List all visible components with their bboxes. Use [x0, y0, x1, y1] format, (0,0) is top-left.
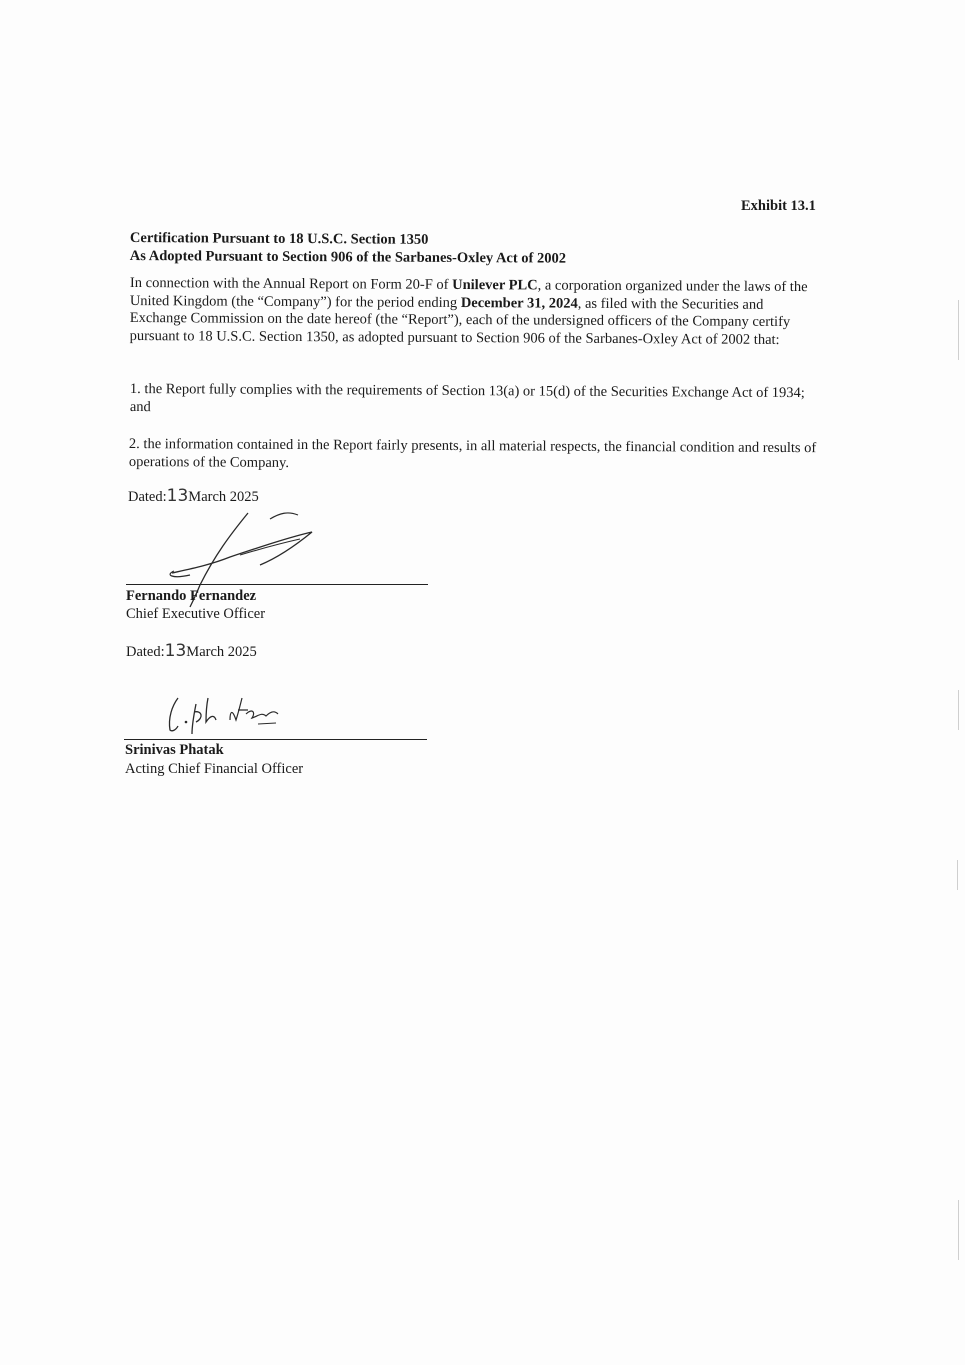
- title-line-2: As Adopted Pursuant to Section 906 of the Sarbanes-Oxley Act of 2002: [129, 247, 567, 267]
- intro-paragraph: [130, 275, 820, 349]
- exhibit-label: Exhibit 13.1: [741, 198, 816, 214]
- dated-label: Dated:: [128, 489, 167, 505]
- signature-line-2: [124, 739, 427, 740]
- signer-name-1: Fernando Fernandez: [126, 588, 257, 604]
- handwritten-day: 13: [164, 641, 187, 661]
- certification-item-1: 1. the Report fully complies with the requirements of Section 13(a) or 15(d) of the Securities Exchange Act of 1934; and: [129, 381, 805, 415]
- dated-month-year: March 2025: [188, 489, 259, 505]
- period-end-date: December 31, 2024: [460, 294, 578, 312]
- signature-line-1: [126, 584, 428, 585]
- company-name: Unilever PLC: [452, 276, 538, 294]
- certification-item-2: 2. the information contained in the Report fairly presents, in all material respects, the financial condition and results of operations of the Company.: [128, 436, 817, 471]
- intro-text-2: , a corporation organized under the laws of the United Kingdom (the “Company”) for the period ending: [129, 277, 808, 311]
- signer-role-2: Acting Chief Financial Officer: [125, 761, 304, 777]
- cfo-signature: [158, 690, 288, 740]
- handwritten-day: 13: [166, 486, 189, 506]
- intro-text-1: In connection with the Annual Report on Form 20-F of: [129, 275, 453, 293]
- dated-month-year: March 2025: [186, 644, 257, 660]
- scan-artifact: [958, 300, 959, 360]
- scan-artifact: [957, 860, 958, 890]
- dated-label: Dated:: [126, 644, 165, 660]
- signer-role-1: Chief Executive Officer: [126, 606, 266, 622]
- dated-line-2: [126, 641, 257, 661]
- title-line-1: Certification Pursuant to 18 U.S.C. Section 1350: [129, 229, 429, 248]
- signer-name-2: Srinivas Phatak: [125, 742, 224, 758]
- scan-artifact: [958, 690, 959, 730]
- intro-text-3: , as filed with the Securities and Exchange Commission on the date hereof (the “Report”), each of the undersigned officers of the Company certify pursuant to 18 U.S.C. Section 1350, as adopted pursuant to Section 906 of the Sarbanes-Oxley Act of 2002 that:: [129, 295, 791, 348]
- dated-line-1: [128, 486, 259, 506]
- scan-artifact: [958, 1200, 959, 1260]
- document-title: [130, 229, 830, 269]
